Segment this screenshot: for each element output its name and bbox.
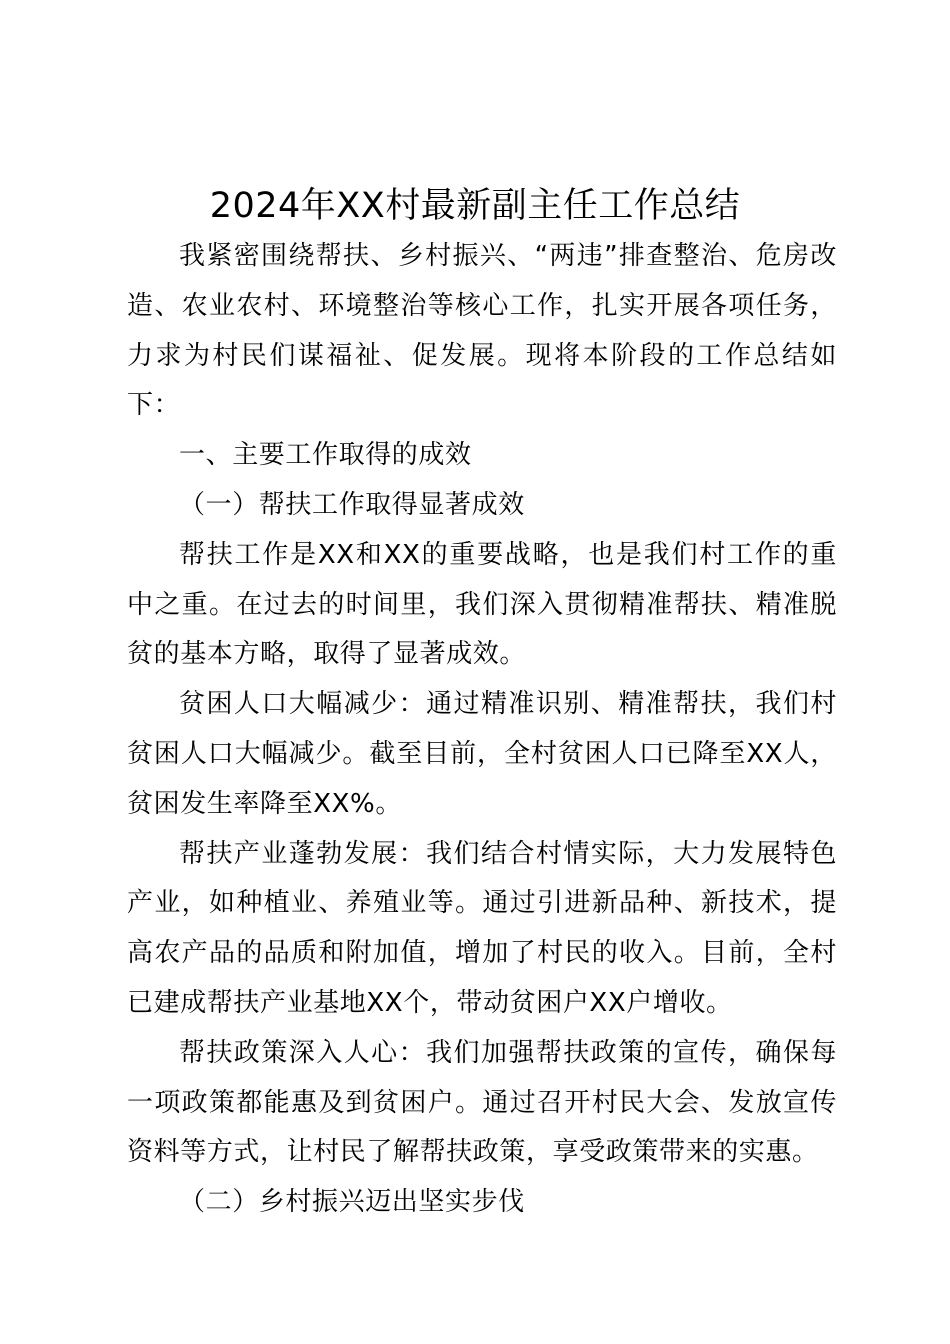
intro-paragraph: 我紧密围绕帮扶、乡村振兴、“两违”排查整治、危房改造、农业农村、环境整治等核心工作，扎实开展各项任务，力求为村民们谋福祉、促发展。现将本阶段的工作总结如下：	[127, 241, 837, 421]
body-paragraph: 帮扶产业蓬勃发展：我们结合村情实际，大力发展特色产业，如种植业、养殖业等。通过引进新品种、新技术，提高农产品的品质和附加值，增加了村民的收入。目前，全村已建成帮扶产业基地XX个，带动贫困户XX户增收。	[127, 838, 837, 1018]
body-paragraph: 贫困人口大幅减少：通过精准识别、精准帮扶，我们村贫困人口大幅减少。截至目前，全村贫困人口已降至XX人，贫困发生率降至XX%。	[127, 689, 837, 819]
subsection-heading-1: （一）帮扶工作取得显著成效	[179, 489, 525, 520]
document-body	[127, 232, 837, 1228]
section-heading-1: 一、主要工作取得的成效	[179, 440, 472, 471]
body-paragraph: 帮扶政策深入人心：我们加强帮扶政策的宣传，确保每一项政策都能惠及到贫困户。通过召开村民大会、发放宣传资料等方式，让村民了解帮扶政策，享受政策带来的实惠。	[127, 1037, 837, 1168]
body-paragraph: 帮扶工作是XX和XX的重要战略，也是我们村工作的重中之重。在过去的时间里，我们深入贯彻精准帮扶、精准脱贫的基本方略，取得了显著成效。	[127, 539, 837, 670]
subsection-heading-2: （二）乡村振兴迈出坚实步伐	[179, 1187, 525, 1218]
document-title: 2024年XX村最新副主任工作总结	[209, 186, 741, 226]
